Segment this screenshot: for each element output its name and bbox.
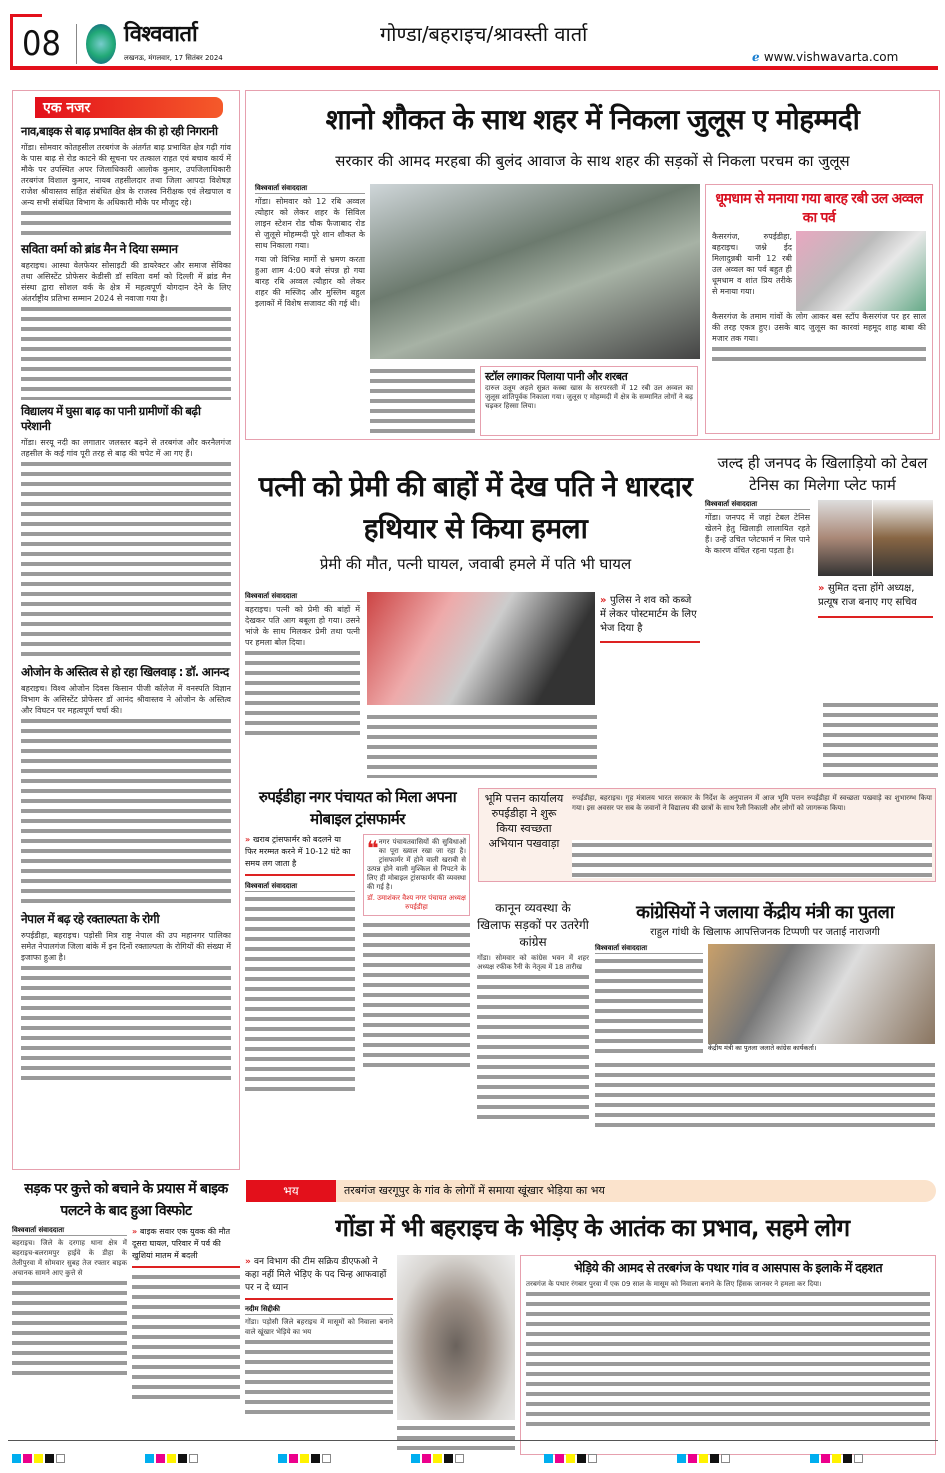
tt-bullet: » सुमित दत्ता होंगे अध्यक्ष, प्रत्यूष राज बनाए गए सचिव <box>818 582 933 618</box>
lead-headline: शानो शौकत के साथ शहर में निकला जुलूस ए मोहम्मदी <box>325 103 860 136</box>
wolf-kicker-text: तरबगंज खरगूपुर के गांव के लोगों में समाया खूंखार भेड़िया का भय <box>344 1184 605 1197</box>
logo-icon <box>86 24 116 64</box>
color-registration-marks <box>12 1448 943 1467</box>
wolf-headline: गोंडा में भी बहराइच के भेड़िए के आतंक का प्रभाव, सहमे लोग <box>335 1214 850 1242</box>
story-title: सविता वर्मा को ब्रांड मैन ने दिया सम्मान <box>21 242 178 256</box>
page-number: 08 <box>22 24 61 64</box>
wolf-side-box: भेड़िये की आमद से तरबगंज के पथार गांव व आसपास के इलाके में दहशत तरबगंज के पथार रंगबार पुरवा में एक 09 साल के मासूम को निवाला बनाने के लिए हिंसक जानवर ने हमला कर दिया। <box>520 1255 936 1455</box>
quote-box: ❝ नगर पंचायतवासियों की सुविधाओं का पूरा ख्याल रखा जा रहा है। ट्रांसफार्मर में होने वाली खराबी से उत्पन्न होने वाली मुश्किल से निपटने के लिए ही मोबाइल ट्रांसफार्मर की व्यवस्था की गई है। डॉ. उमाशंकर वैश्य नगर पंचायत अध्यक्ष रुपईडीहा <box>363 834 470 916</box>
tt-headline: जल्द ही जनपद के खिलाड़ियो को टेबल टेनिस का मिलेगा प्लेट फार्म <box>717 454 928 494</box>
story-title: ओजोन के अस्तित्व से हो रहा खिलवाड़ : डॉ. आनन्द <box>21 665 229 679</box>
photo-caption: केंद्रीय मंत्री का पुतला जलाते कांग्रेस कार्यकर्ता। <box>708 1044 817 1052</box>
dateline: लखनऊ, मंगलवार, 17 सितंबर 2024 <box>124 54 223 62</box>
paper-name: विश्ववार्ता <box>124 22 198 47</box>
story-title: नाव,बाइक से बाढ़ प्रभावित क्षेत्र की हो रही निगरानी <box>21 124 218 138</box>
congress-side-headline: कानून व्यवस्था के खिलाफ सड़कों पर उतरेगी कांग्रेस <box>477 901 589 949</box>
story-title: विद्यालय में घुसा बाढ़ का पानी ग्रामीणों की बढ़ी परेशानी <box>21 404 201 433</box>
rupaidiha-headline: रुपईडीहा नगर पंचायत को मिला अपना मोबाइल ट्रांसफार्मर <box>258 788 457 828</box>
congress-headline: कांग्रेसियों ने जलाया केंद्रीय मंत्री का पुतला <box>636 902 894 923</box>
wolf-kicker: भय <box>246 1180 336 1202</box>
wolf-photo <box>397 1255 515 1420</box>
congress-photo <box>708 944 935 1044</box>
procession-photo <box>370 184 700 359</box>
bhumi-headline: भूमि पत्तन कार्यालय रुपईडीहा ने शुरू किया स्वच्छता अभियान पखवाड़ा <box>484 792 564 850</box>
left-column: एक नजर नाव,बाइक से बाढ़ प्रभावित क्षेत्र की हो रही निगरानी गोंडा। सोमवार कोतहसील तरबगंज के अंतर्गत बाढ़ प्रभावित क्षेत्र गढ़ी गांव के पास बाढ़ से रोड काटने की सूचना पर तत्काल राहत एवं बचाव कार्य में मौके पर उपस्थित अपर जिलाधिकारी आलोक कुमार, उपजिलाधिकारी तरबगंज विशाल कुमार, नायब तहसीलदार तथा जिला आपदा विशेषज्ञ राजेश श्रीवास्तव सहित संबंधित क्षेत्र के राजस्व निरीक्षक एवं लेखपाल व अन्य सभी संबंधित विभाग के अधिकारी मौके पर मौजूद रहे। सविता वर्मा को ब्रांड मैन ने दिया सम्मान बहराइच। आस्था वेलफेयर सोसाइटी की डायरेक्टर और समाज सेविका तथा असिस्टेंट प्रोफेसर केडीसी डॉ सविता वर्मा को दिल्ली में ब्रांड मैन संस्था द्वारा सोशल वर्क के क्षेत्र में महत्वपूर्ण योगदान देने के लिए अंतर्राष्ट्रीय प्रतिभा सम्मान 2024 से नवाजा गया है। विद्यालय में घुसा बाढ़ का पानी ग्रामीणों की बढ़ी परेशानी गोंडा। सरयू नदी का लगातार जलस्तर बढ़ने से तरबगंज और करनैलगंज तहसील के कई गांव पूरी तरह से बाढ़ की चपेट में आ गए हैं। ओजोन के अस्तित्व से हो रहा खिलवाड़ : डॉ. आनन्द बहराइच। विश्व ओजोन दिवस किसान पीजी कॉलेज में वनस्पति विज्ञान विभाग के असिस्टेंट प्रोफेसर डॉ आनंद श्रीवास्तव ने ओजोन के अस्तित्व और विघटन पर महत्वपूर्ण चर्चा की। नेपाल में बढ़ रहे रक्ताल्पता के रोगी रुपईडीहा, बहराइच। पड़ोसी मित्र राष्ट्र नेपाल की उप महानगर पालिका समेत नेपालगंज जिला बांके में इन दिनों रक्ताल्पता के रोगियों की संख्या में इजाफा हुआ है। <box>12 90 240 1170</box>
stall-box: स्टॉल लगाकर पिलाया पानी और शरबत दारुल उलूम अहले सुन्नत कस्बा खास के सरपरस्ती में 12 रबी उल अव्वल का जुलूस शांतिपूर्वक निकाला गया। जुलूस ए मोहम्मदी में क्षेत्र के सम्मानित लोगों ने बढ़ चढ़कर हिस्सा लिया। <box>480 366 698 436</box>
tt-photo-1 <box>818 500 872 576</box>
ek-nazar-banner: एक नजर <box>35 97 223 118</box>
wolf-bullet: » वन विभाग की टीम सक्रिय डीएफओ ने कहा नहीं मिले भेड़िए के पद चिन्ह आफवाहों पर न दे ध्यान <box>245 1256 393 1300</box>
quote-icon: ❝ <box>367 836 379 860</box>
attack-bullet: » पुलिस ने शव को कब्जे में लेकर पोस्टमार्टम के लिए भेज दिया है <box>600 594 700 643</box>
story-title: नेपाल में बढ़ रहे रक्ताल्पता के रोगी <box>21 912 160 926</box>
attack-subheadline: प्रेमी की मौत, पत्नी घायल, जवाबी हमले में पति भी घायल <box>319 555 632 573</box>
attack-headline: पत्नी को प्रेमी की बाहों में देख पति ने धारदार हथियार से किया हमला <box>258 470 693 545</box>
attack-photo <box>367 592 595 705</box>
rabi-story: धूमधाम से मनाया गया बारह रबी उल अव्वल का पर्व कैसरगंज, रुपईडीहा, बहराइच। जश्ने ईद मिलादुन्नबी यानी 12 रबी उल अव्वल का पर्व बहुत ही धूमधाम व शांत प्रिय तरीके से मनाया गया। कैसरगंज के तमाम गांवों के लोग आकर बस स्टॉप कैसरगंज पर हर साल की तरह एकत्र हुए। उसके बाद जुलूस का कारवां महमूद शाह बाबा की मजार तक गया। <box>705 184 933 434</box>
browser-icon: ℯ <box>752 50 764 64</box>
lead-subheadline: सरकार की आमद मरहबा की बुलंद आवाज के साथ शहर की सड़कों से निकला परचम का जुलूस <box>335 152 850 170</box>
dog-bullet: » बाइक सवार एक युवक की मौत दूसरा घायल, परिवार में पर्व की खुशियां मातम में बदली <box>132 1226 240 1268</box>
congress-subheadline: राहुल गांधी के खिलाफ आपत्तिजनक टिप्पणी पर जताई नाराजगी <box>650 927 880 938</box>
rabi-photo <box>796 231 926 311</box>
dog-headline: सड़क पर कुत्ते को बचाने के प्रयास में बाइक पलटने के बाद हुआ विस्फोट <box>24 1181 228 1219</box>
website-link[interactable]: ℯ www.vishwavarta.com <box>752 50 899 64</box>
rupaidiha-bullet: » खराब ट्रांसफार्मर को बदलने या फिर मरम्मत करने में 10-12 घंटे का समय लग जाता है <box>245 834 355 876</box>
tt-photo-2 <box>873 500 933 576</box>
section-title: गोण्डा/बहराइच/श्रावस्ती वार्ता <box>380 22 588 46</box>
